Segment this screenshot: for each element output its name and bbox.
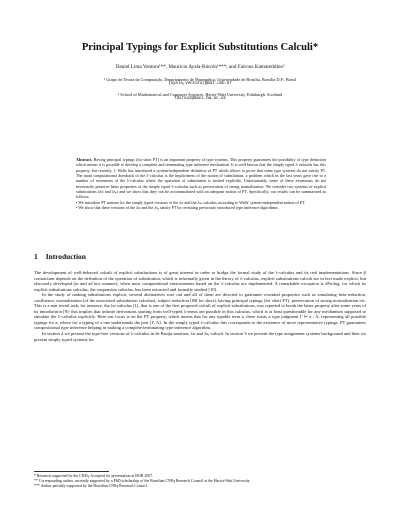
affiliation-2 bbox=[56, 92, 344, 103]
section-number: 1 bbox=[34, 252, 38, 261]
paragraph-2: In the study of making substitutions explicit, several alternatives rose out and all of them are directed to guarantee essential properties such as simulating beta-reduction, confluence, normalization (of the associated substitution calculus), subject reduction (SR for short), having principal typings (for short PT), preservation of strong normalization etc. This is a non trivial task; for instance, the λσ-calculus [1], that is one of the first proposed calculi of explicit substitutions, was reported to break the latter property after some years of its introduction [9]: this implies that infinite derivations starting from well-typed λ-terms are possible in this calculus, which is at least questionable for any mechanism supposed to simulate the λ-calculus explicitly. Here our focus is on the PT property, which means that for any typable term a, there exists a type judgment Γ ⊢ a : A, representing all possible typings for a, where for a typing of a one understands the pair ⟨Γ, A⟩. In the simply typed λ-calculus this corresponds to the existence of more representative typings. PT guarantees compositional type inference helping in making a complete/terminating type inference algorithm. bbox=[34, 292, 366, 331]
abstract-text: Having principal typings (for short PT) is an important property of type systems. This property guarantees the possibility of type deduction which means it is possible to develop a complete and terminating type inference mechanism. It is well-known that the simply typed λ-calculus has this property, but recently, J. Wells has introduced a system-independent definition of PT which allows to prove that some type systems do not satisfy PT. The main computational drawback of the λ-calculus is the implicitness of the notion of substitution, a problem which in the last years gave rise to a number of extensions of the λ-calculus where the operation of substitution is treated explicitly. Unfortunately, some of these extensions do not necessarily preserve basic properties of the simply typed λ-calculus such as preservation of strong normalization. We consider two systems of explicit substitutions (λσ and λsₑ) and we show that they can be accommodated with an adequate notion of PT. Specifically, our results can be summarized as follows: bbox=[76, 157, 326, 200]
abstract-label: Abstract. bbox=[76, 157, 93, 162]
affiliation-2-email: fairouz@macs.hw.ac.uk bbox=[174, 97, 226, 102]
section-title: Introduction bbox=[45, 252, 86, 261]
author-list: Daniel Lima Ventura¹**, Mauricio Ayala-Rincón¹***, and Fairouz Kamareddine² bbox=[115, 64, 285, 70]
affiliation-1 bbox=[56, 77, 344, 88]
paragraph-1: The development of well-behaved calculi of explicit substitutions is of great interest in order to bridge the formal study of the λ-calculus and its real implementations. Since β contraction depends on the definition of the operation of substitution, which is informally given in the theory of λ-calculus, explicit substitutions calculi are in fact made explicit, but obscurely developed (in and ad hoc manner), when most computational environments based on the λ-calculus are implemented. A remarkable exception is λProlog, for which its explicit substitutions calculus, the suspension calculus, has been extracted and formally studied [10]. bbox=[34, 270, 366, 292]
abstract-bullet-1: • We introduce PT notions for the simply typed versions of the λσ and the λsₑ-calculus according to Wells' system-independent notion of PT. bbox=[76, 199, 306, 205]
affiliation-2-text: ² School of Mathematical and Computer Sciences, Heriot-Watt University, Edinburgh, Scotland bbox=[117, 92, 283, 97]
affiliation-1-email: {ayala,ventura}@mat.unb.br bbox=[168, 82, 232, 87]
affiliation-1-text: ¹ Grupo de Teoria da Computação, Departamento de Matemática, Universidade de Brasília, Brasília D.F., Brasil bbox=[103, 77, 297, 82]
paper-title: Principal Typings for Explicit Substitutions Calculi* bbox=[81, 42, 319, 53]
body-text bbox=[34, 270, 366, 342]
abstract bbox=[76, 157, 326, 210]
paragraph-3: In section 2 we present the type-free versions of λ-calculus in de Bruijn notation, λσ and λsₑ-calculi. In section 3 we present the type assignment systems background and then we present simply typed systems for bbox=[34, 331, 366, 342]
footnote-3: *** Author partially supported by the Brazilian CNPq Research Council. bbox=[34, 484, 148, 489]
footnotes bbox=[34, 474, 366, 490]
footnote-1: * Research supported by the CNPq. Accepted for presentation at HOR 2007. bbox=[34, 474, 154, 478]
footnote-2: ** Corresponding author, currently supported by a PhD scholarship of the Brazilian CNPq Research Council at the Heriot-Watt University. bbox=[34, 479, 251, 484]
abstract-bullet-2: • We show that these versions of the λσ and the λsₑ satisfy PT by revisiting previously introduced type inference algorithms. bbox=[76, 205, 279, 211]
footnote-rule bbox=[34, 471, 109, 472]
section-heading bbox=[34, 252, 86, 261]
